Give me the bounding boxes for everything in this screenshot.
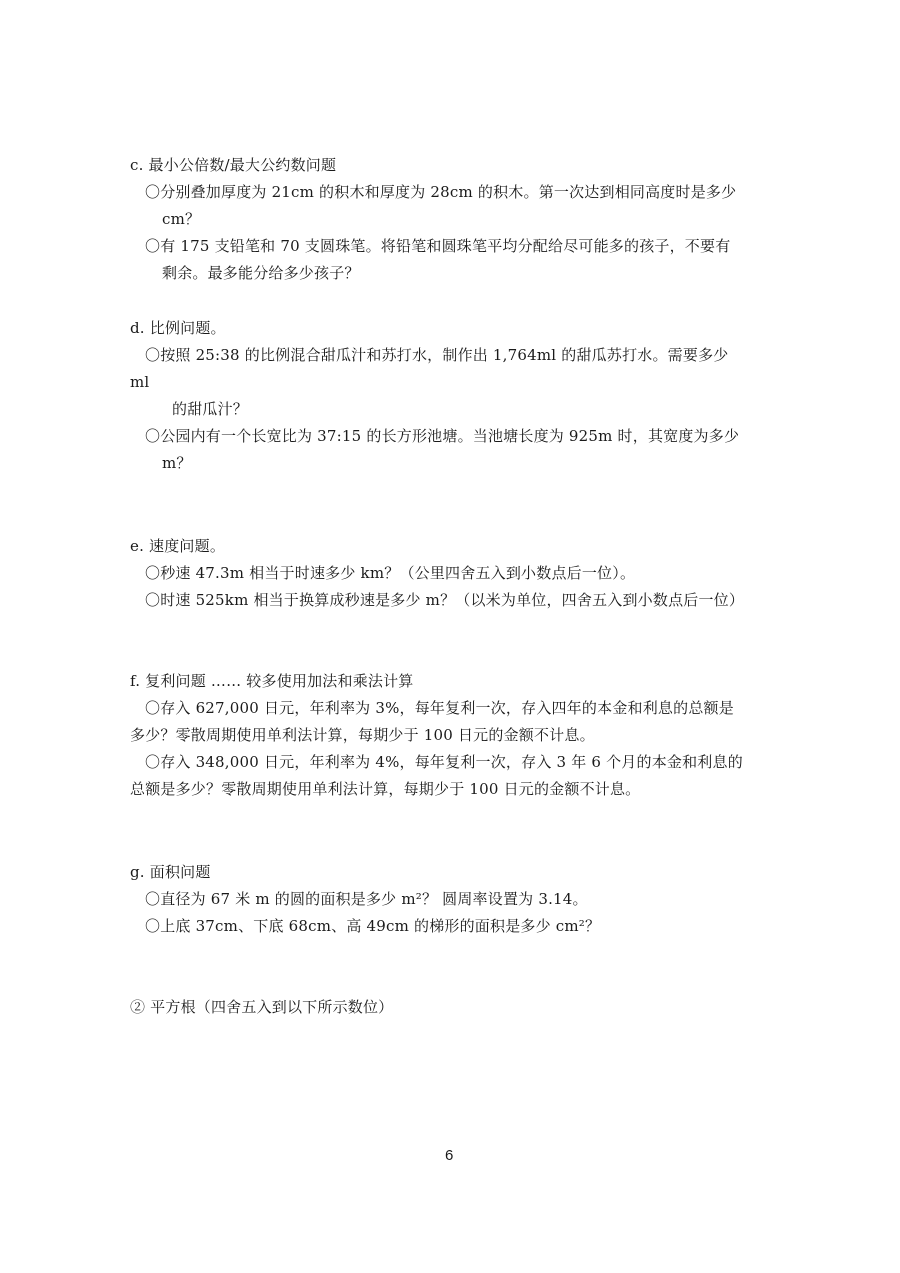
section-d-heading: d. 比例问题。 (130, 319, 226, 337)
section-e-question-2: 〇时速 525km 相当于换算成秒速是多少 m？（以米为单位，四舍五入到小数点后一位） (145, 591, 745, 609)
section-c-question-2-line-1: 〇有 175 支铅笔和 70 支圆珠笔。将铅笔和圆珠笔平均分配给尽可能多的孩子，不要有 (145, 237, 731, 255)
section-d-question-1-line-1: 〇按照 25:38 的比例混合甜瓜汁和苏打水，制作出 1,764ml 的甜瓜苏打水。需要多少 (145, 346, 729, 364)
section-c-question-2-line-2: 剩余。最多能分给多少孩子？ (162, 264, 360, 282)
section-e-heading: e. 速度问题。 (130, 537, 226, 555)
section-c-question-1-line-2: cm？ (162, 210, 201, 228)
section-f-question-1-line-2: 多少？零散周期使用单利法计算，每期少于 100 日元的金额不计息。 (130, 726, 595, 744)
section-c-question-1-line-1: 〇分别叠加厚度为 21cm 的积木和厚度为 28cm 的积木。第一次达到相同高度时是多少 (145, 183, 737, 201)
section-g-heading: g. 面积问题 (130, 863, 211, 881)
section-g-question-1: 〇直径为 67 米 m 的圆的面积是多少 m²？ 圆周率设置为 3.14。 (145, 890, 588, 908)
section-c-heading: c. 最小公倍数/最大公约数问题 (130, 156, 337, 174)
section-d-question-1-line-2: ml (130, 373, 150, 391)
section-e-question-1: 〇秒速 47.3m 相当于时速多少 km？（公里四舍五入到小数点后一位）。 (145, 564, 636, 582)
section-d-question-2-line-2: m？ (162, 454, 192, 472)
section-f-question-2-line-2: 总额是多少？零散周期使用单利法计算，每期少于 100 日元的金额不计息。 (130, 780, 641, 798)
square-root-heading: ② 平方根（四舍五入到以下所示数位） (130, 998, 394, 1016)
section-f-heading: f. 复利问题 …… 较多使用加法和乘法计算 (130, 672, 414, 690)
page-number: 6 (445, 1147, 454, 1164)
section-f-question-2-line-1: 〇存入 348,000 日元，年利率为 4%，每年复利一次，存入 3 年 6 个月的本金和利息的 (145, 753, 743, 771)
section-d-question-1-line-3: 的甜瓜汁？ (172, 400, 249, 418)
section-g-question-2: 〇上底 37cm、下底 68cm、高 49cm 的梯形的面积是多少 cm²？ (145, 917, 601, 935)
section-f-question-1-line-1: 〇存入 627,000 日元，年利率为 3%，每年复利一次，存入四年的本金和利息的总额是 (145, 699, 734, 717)
section-d-question-2-line-1: 〇公园内有一个长宽比为 37:15 的长方形池塘。当池塘长度为 925m 时，其宽度为多少 (145, 427, 740, 445)
